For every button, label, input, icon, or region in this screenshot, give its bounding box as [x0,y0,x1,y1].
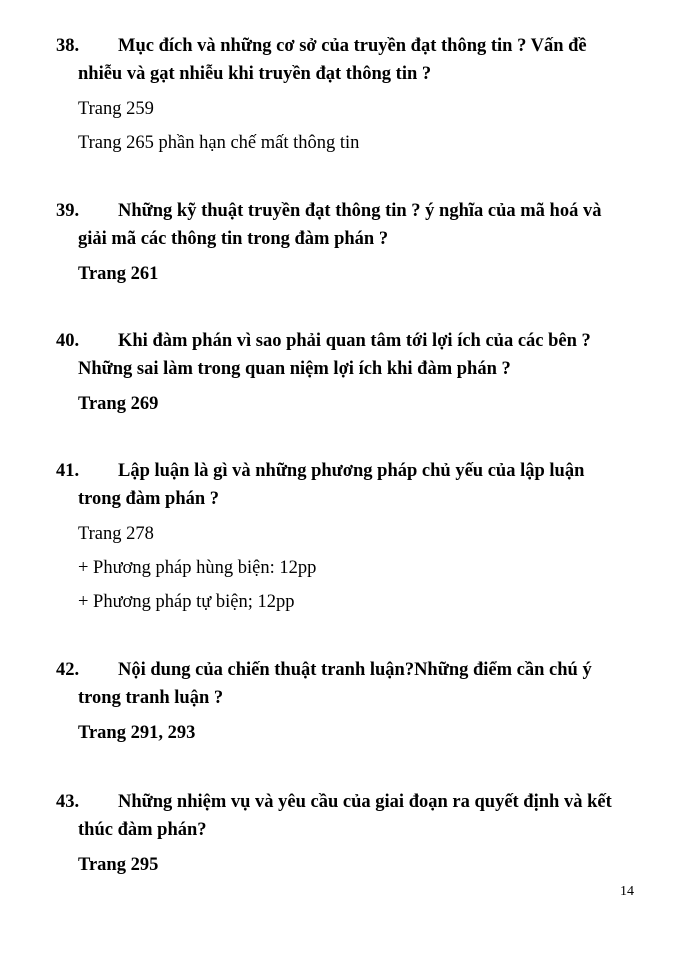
question-text-line1: Nội dung của chiến thuật tranh luận?Những điểm cần chú ý [118,660,592,680]
question-heading [56,197,636,225]
question-text-line1: Những kỹ thuật truyền đạt thông tin ? ý nghĩa của mã hoá và [118,201,602,221]
answer-block [56,848,636,882]
question-heading [56,656,636,684]
answer-line: Trang 278 [78,524,154,544]
answer-block [56,257,636,291]
answer-line: Trang 291, 293 [78,723,196,743]
question-41 [56,457,636,619]
question-number: 42. [56,660,80,680]
question-42 [56,656,636,750]
question-40 [56,327,636,421]
question-number: 39. [56,201,80,221]
answer-block [56,716,636,750]
question-38 [56,32,636,160]
question-heading [56,32,636,60]
answer-line: + Phương pháp hùng biện: 12pp [78,558,317,578]
page-number: 14 [620,884,634,899]
question-heading [56,457,636,485]
answer-block [56,517,636,619]
answer-line: Trang 259 [78,99,154,119]
question-heading [56,788,636,816]
question-text-line2: trong tranh luận ? [78,688,224,708]
question-heading [56,327,636,355]
answer-line: Trang 295 [78,855,159,875]
question-number: 40. [56,331,80,351]
answer-line: Trang 261 [78,264,159,284]
question-43 [56,788,636,882]
answer-line: + Phương pháp tự biện; 12pp [78,592,295,612]
question-number: 38. [56,36,80,56]
question-text-line1: Mục đích và những cơ sở của truyền đạt thông tin ? Vấn đề [118,36,587,56]
question-text-line2: trong đàm phán ? [78,489,220,509]
answer-line: Trang 265 phần hạn chế mất thông tin [78,133,360,153]
answer-block [56,387,636,421]
question-text-line1: Khi đàm phán vì sao phải quan tâm tới lợi ích của các bên ? [118,331,591,351]
question-text-line2: nhiễu và gạt nhiễu khi truyền đạt thông tin ? [78,64,432,84]
question-text-line2: giải mã các thông tin trong đàm phán ? [78,229,389,249]
question-39 [56,197,636,291]
answer-block [56,92,636,160]
question-number: 41. [56,461,80,481]
question-text-line2: Những sai làm trong quan niệm lợi ích khi đàm phán ? [78,359,511,379]
question-text-line2: thúc đàm phán? [78,820,207,840]
question-text-line1: Những nhiệm vụ và yêu cầu của giai đoạn ra quyết định và kết [118,792,612,812]
answer-line: Trang 269 [78,394,159,414]
question-number: 43. [56,792,80,812]
question-text-line1: Lập luận là gì và những phương pháp chủ yếu của lập luận [118,461,585,481]
